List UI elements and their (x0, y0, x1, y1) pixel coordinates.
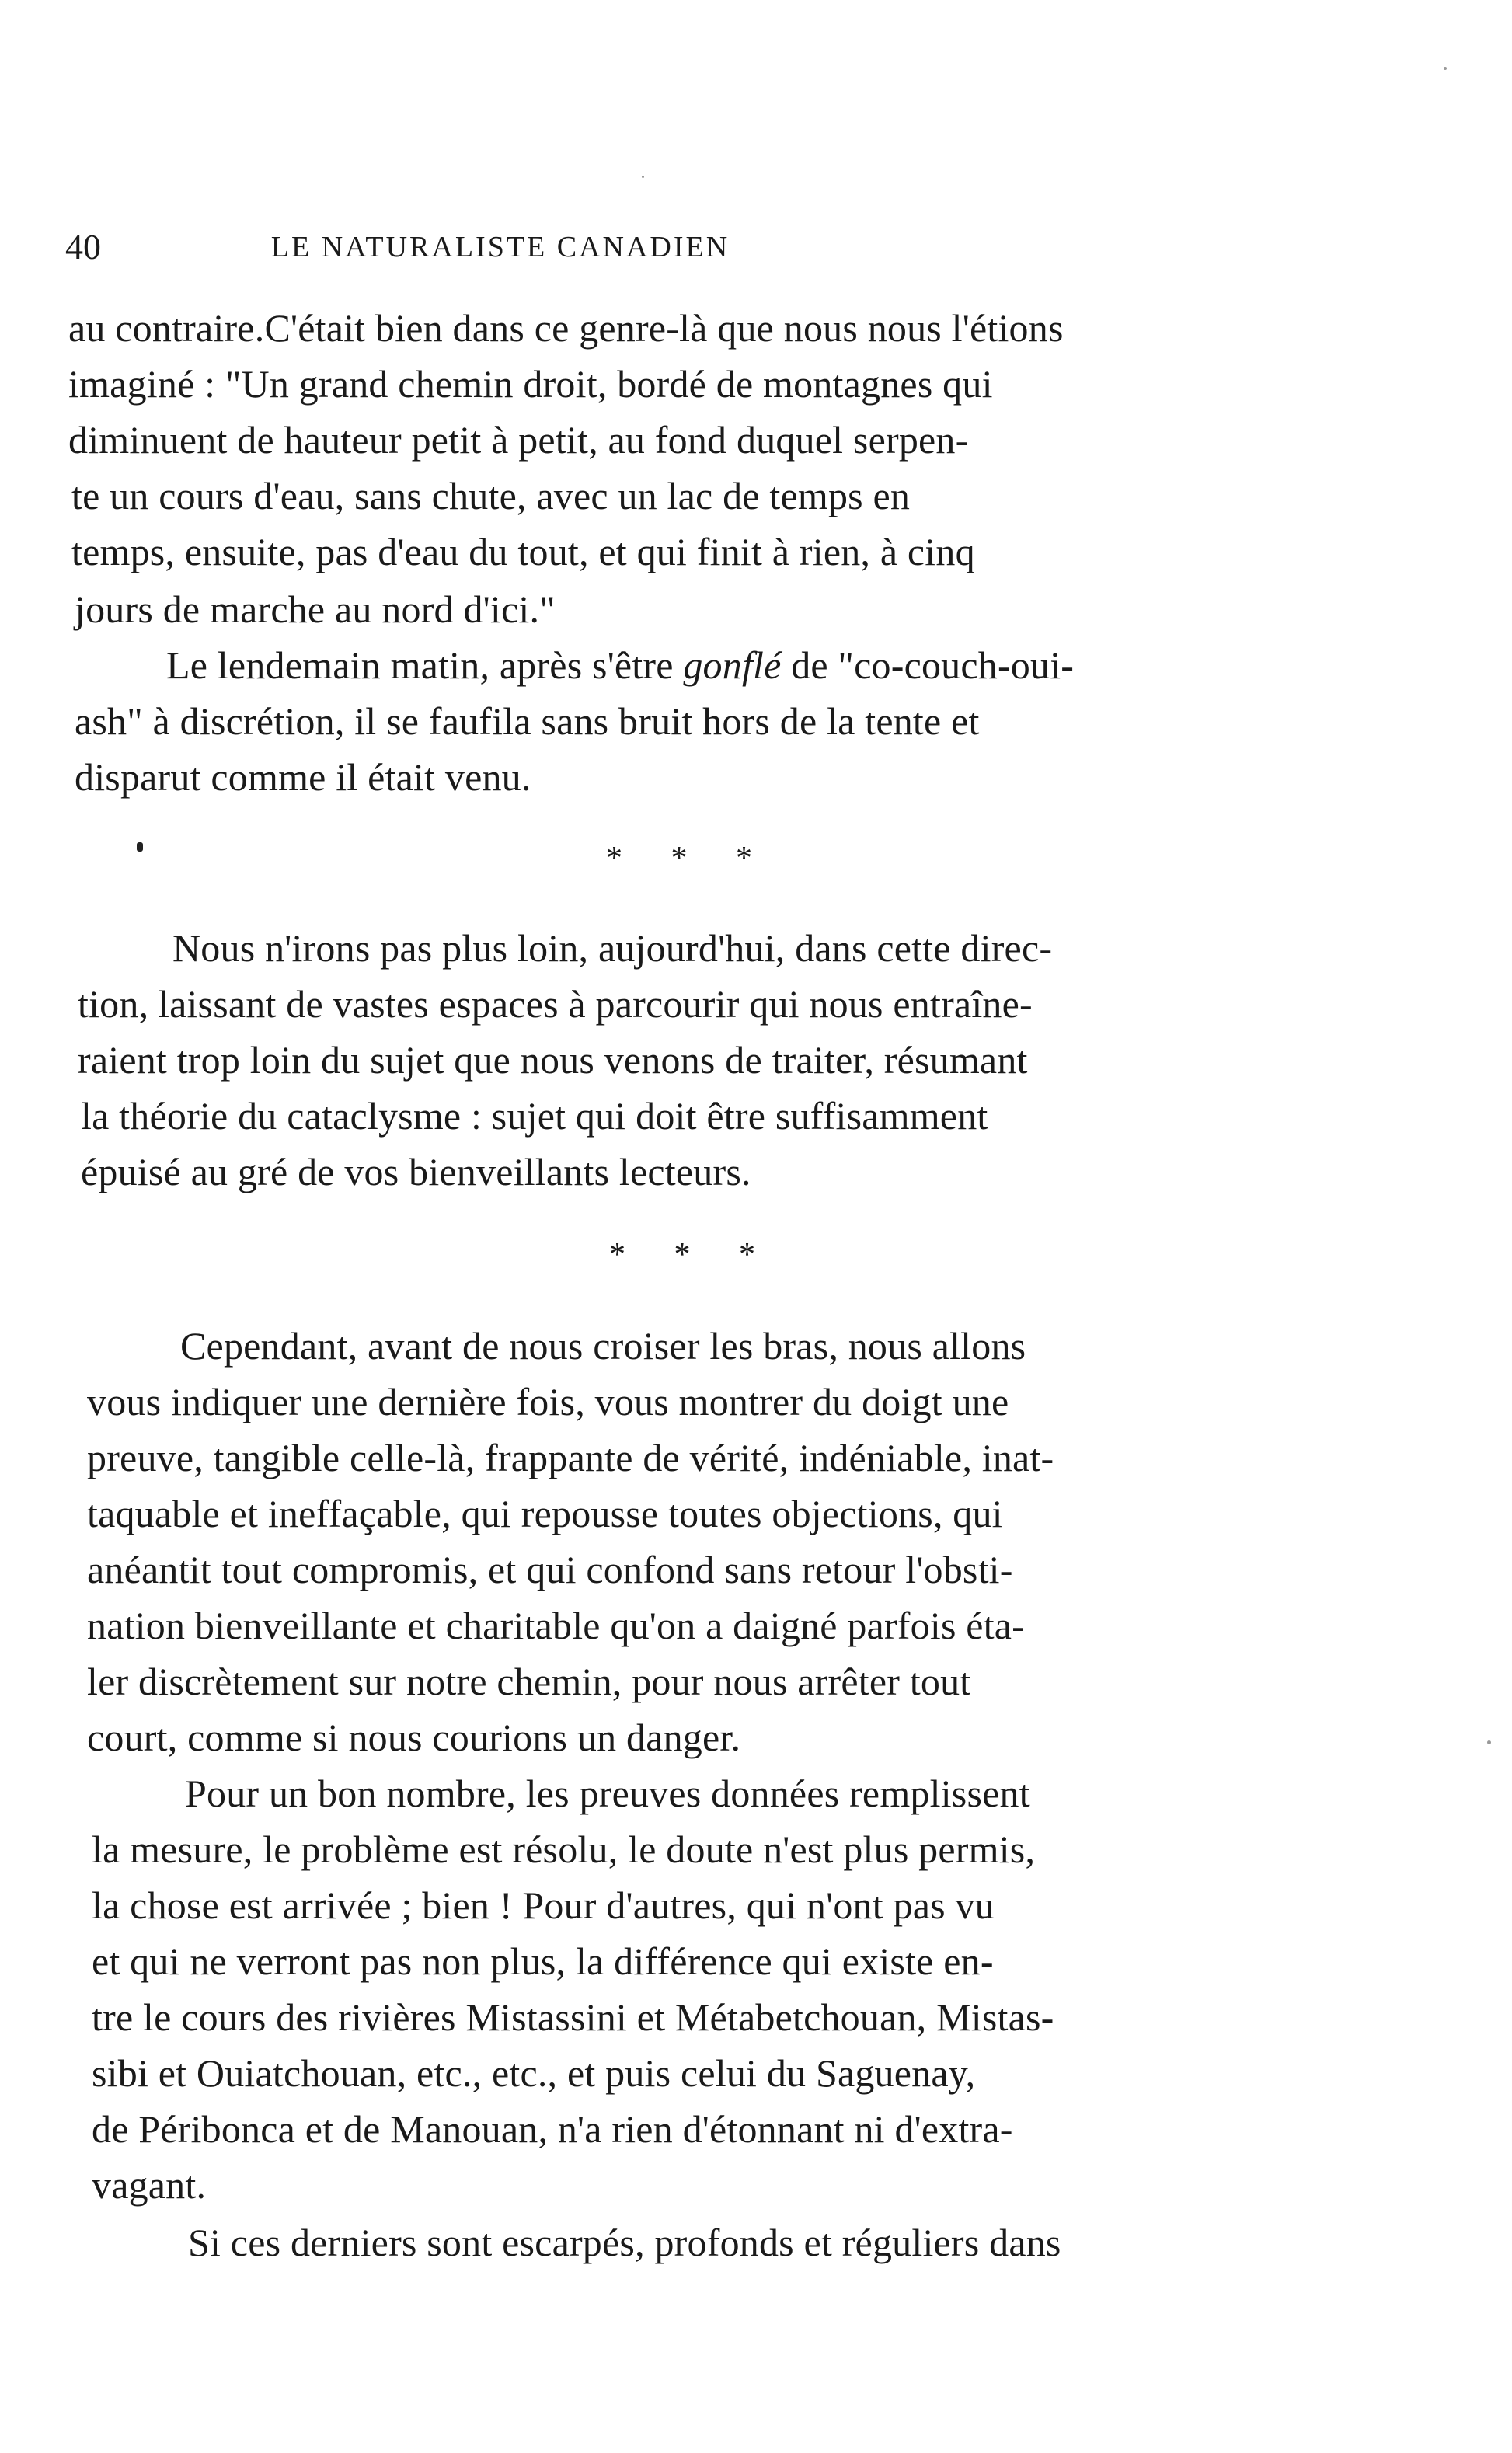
text-line: Si ces derniers sont escarpés, profonds et réguliers dans (188, 2221, 1061, 2264)
text-line: diminuent de hauteur petit à petit, au fond duquel serpen- (68, 418, 969, 462)
scan-speck (1444, 67, 1447, 70)
ink-mark (137, 842, 143, 852)
page-number: 40 (65, 227, 101, 267)
text-line: Nous n'irons pas plus loin, aujourd'hui, dans cette direc- (172, 926, 1053, 970)
text-line: vagant. (92, 2163, 207, 2207)
text-line: tion, laissant de vastes espaces à parcourir qui nous entraîne- (78, 982, 1033, 1026)
text-line: tre le cours des rivières Mistassini et Métabetchouan, Mistas- (92, 1995, 1054, 2039)
page-header (65, 227, 935, 267)
section-separator: * * * (606, 841, 772, 876)
text-line: la théorie du cataclysme : sujet qui doit être suffisamment (81, 1094, 988, 1138)
text-line: nation bienveillante et charitable qu'on a daigné parfois éta- (87, 1604, 1026, 1647)
text-line: épuisé au gré de vos bienveillants lecteurs. (81, 1150, 751, 1193)
text-span: Le lendemain matin, après s'être (166, 643, 684, 687)
section-separator: * * * (609, 1237, 775, 1273)
text-line: sibi et Ouiatchouan, etc., etc., et puis celui du Saguenay, (92, 2051, 976, 2095)
text-line: taquable et ineffaçable, qui repousse toutes objections, qui (87, 1492, 1003, 1535)
text-line: au contraire.C'était bien dans ce genre-là que nous nous l'étions (68, 306, 1064, 350)
text-line: et qui ne verront pas non plus, la différence qui existe en- (92, 1939, 994, 1983)
text-line: la chose est arrivée ; bien ! Pour d'autres, qui n'ont pas vu (92, 1883, 995, 1927)
text-line: Cependant, avant de nous croiser les bras, nous allons (180, 1324, 1026, 1368)
text-line: imaginé : "Un grand chemin droit, bordé de montagnes qui (68, 362, 993, 406)
scan-speck (642, 176, 644, 178)
text-line: raient trop loin du sujet que nous venons de traiter, résumant (78, 1038, 1028, 1082)
text-line: disparut comme il était venu. (75, 755, 531, 799)
text-line: court, comme si nous courions un danger. (87, 1716, 741, 1759)
text-line: Pour un bon nombre, les preuves données remplissent (185, 1772, 1030, 1815)
running-head: LE NATURALISTE CANADIEN (270, 231, 730, 263)
text-line: anéantit tout compromis, et qui confond sans retour l'obsti- (87, 1548, 1013, 1591)
text-line: de Péribonca et de Manouan, n'a rien d'étonnant ni d'extra- (92, 2107, 1013, 2151)
text-line (166, 642, 1074, 688)
text-line: ash" à discrétion, il se faufila sans bruit hors de la tente et (75, 699, 980, 743)
text-span: de "co-couch-oui- (781, 643, 1075, 687)
scan-speck (1487, 1740, 1491, 1744)
text-line: jours de marche au nord d'ici." (75, 587, 556, 631)
text-line: preuve, tangible celle-là, frappante de vérité, indéniable, inat- (87, 1436, 1054, 1479)
italic-word: gonflé (683, 643, 782, 687)
text-line: temps, ensuite, pas d'eau du tout, et qui finit à rien, à cinq (71, 530, 975, 573)
text-line: ler discrètement sur notre chemin, pour nous arrêter tout (87, 1660, 971, 1703)
text-line: vous indiquer une dernière fois, vous montrer du doigt une (87, 1380, 1009, 1423)
text-line: la mesure, le problème est résolu, le doute n'est plus permis, (92, 1828, 1036, 1871)
text-line: te un cours d'eau, sans chute, avec un lac de temps en (71, 474, 911, 517)
